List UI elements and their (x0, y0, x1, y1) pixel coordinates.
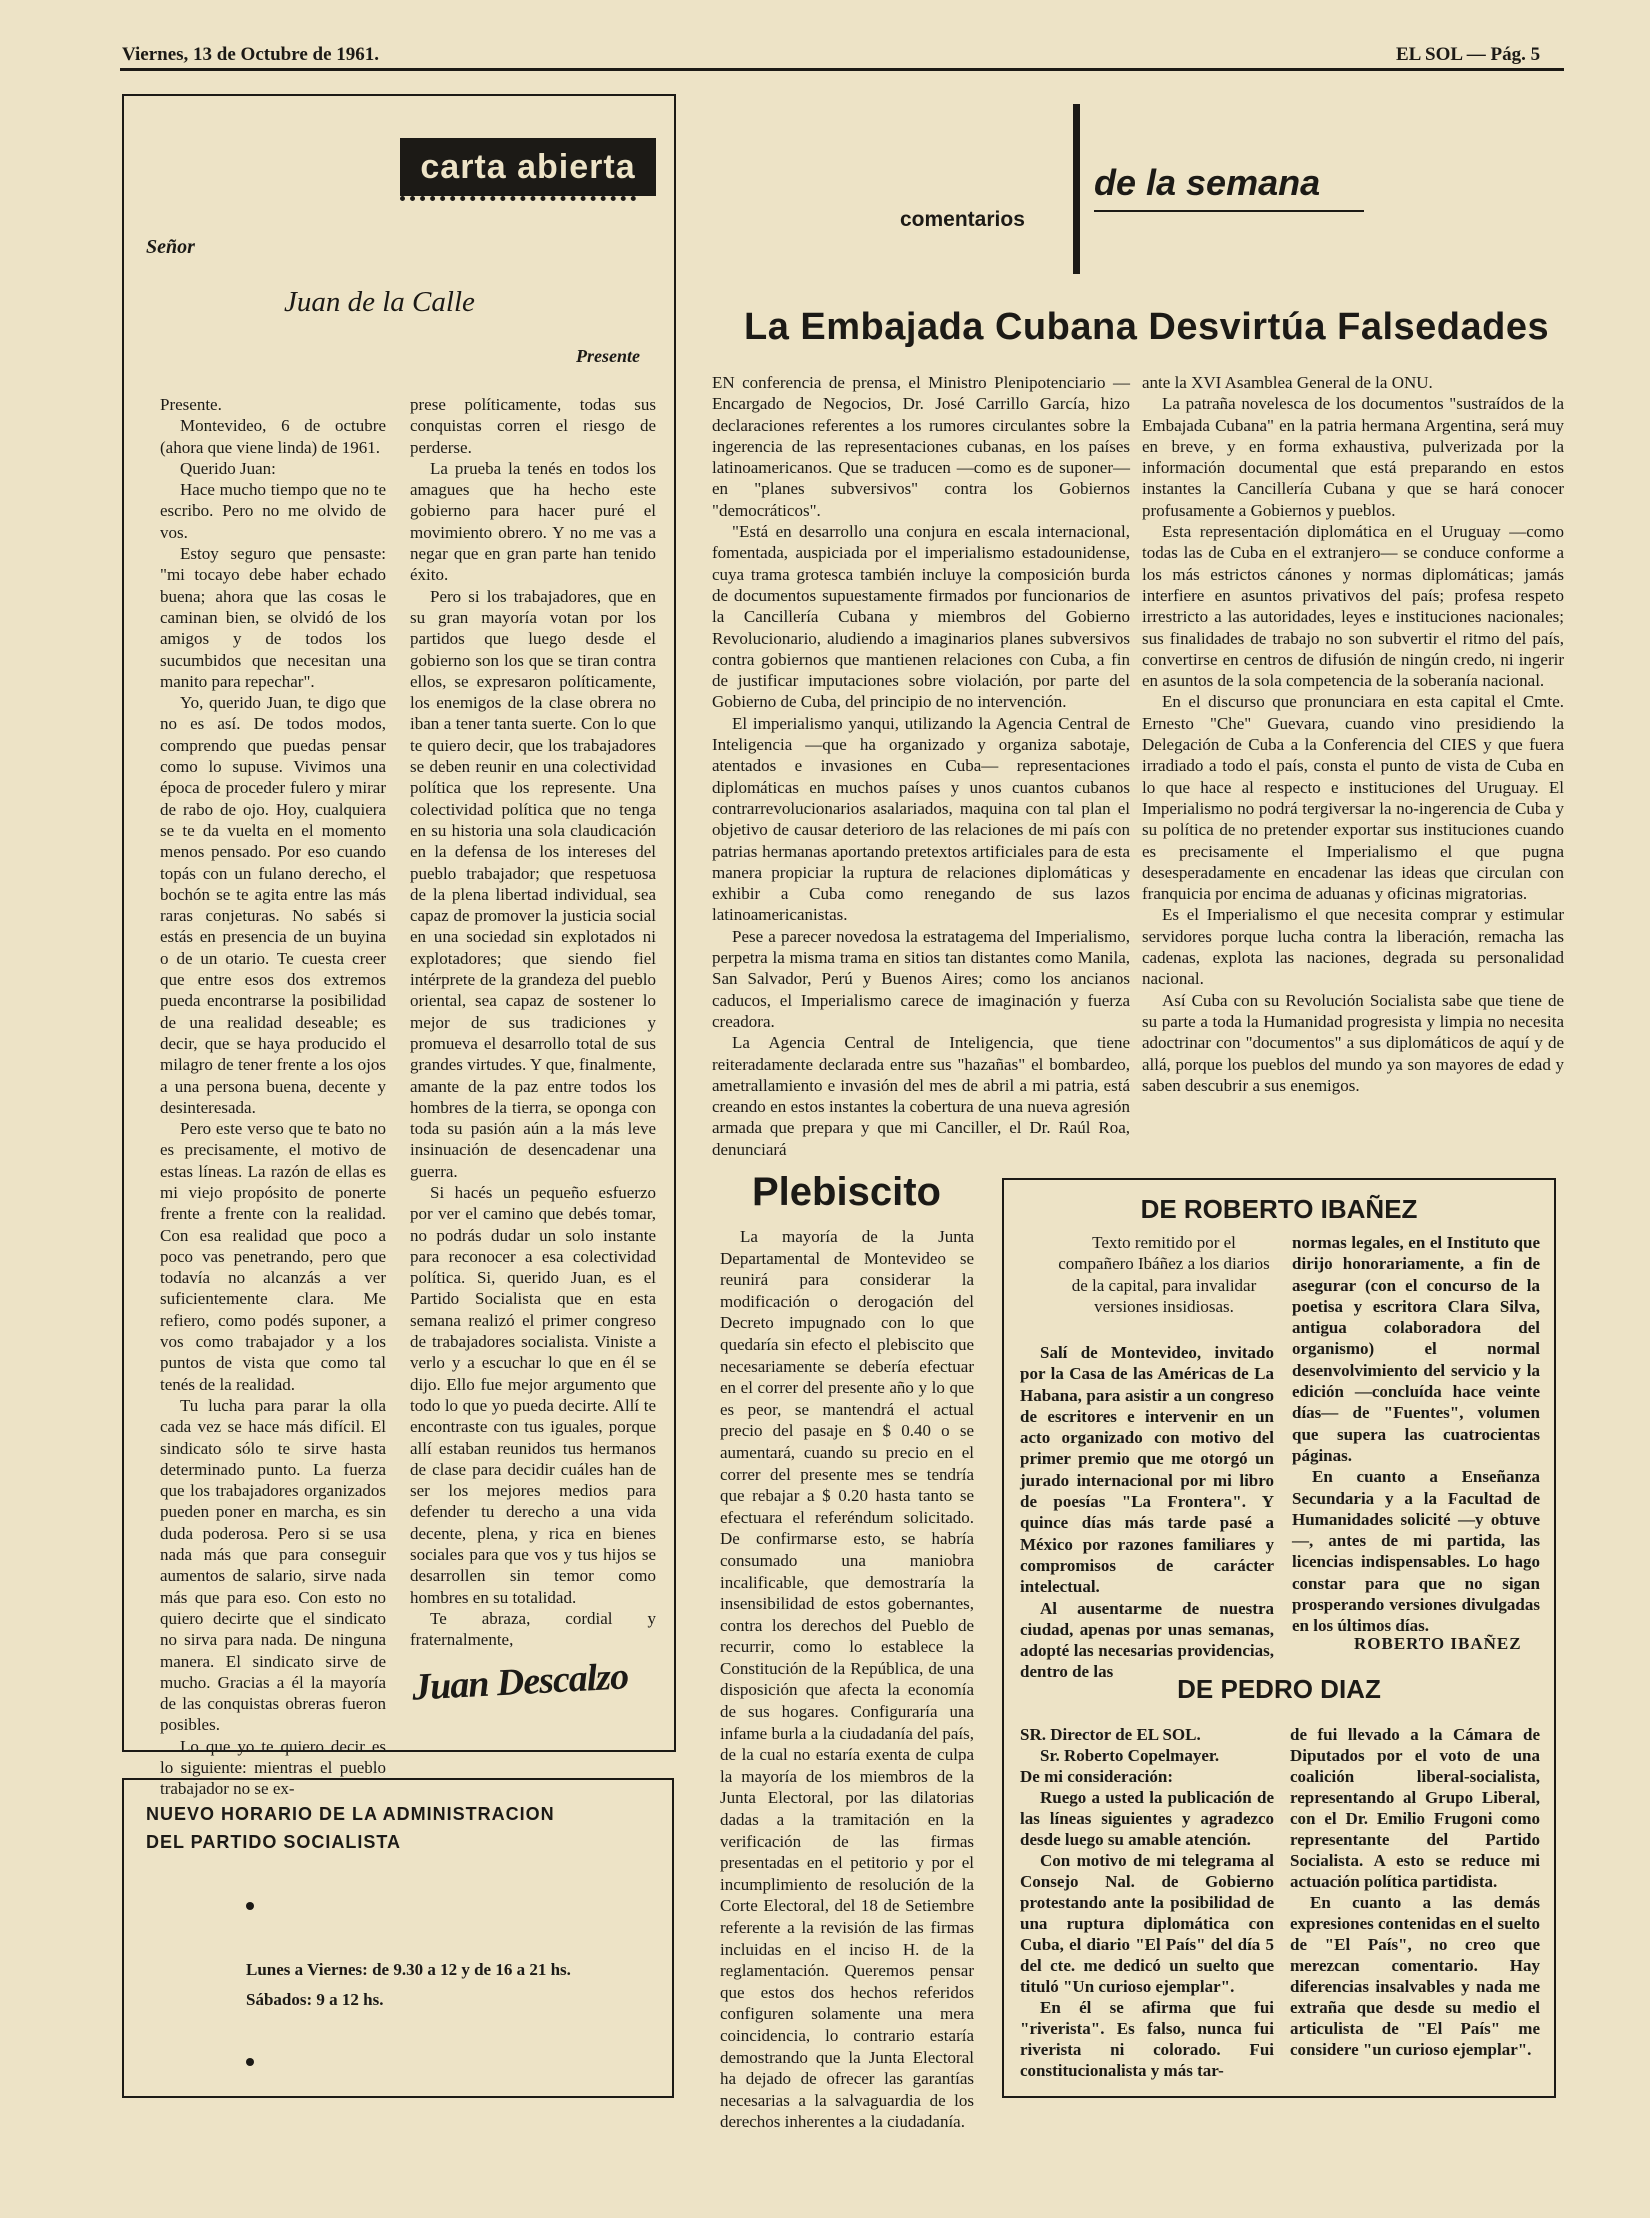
comentarios-swash (1094, 210, 1364, 212)
comentario-p: Pese a parecer novedosa la estratagema del Imperialismo, perpetra la misma trama en sitios tan distantes como Manila, San Salvador, Perú y Buenos Aires; como los ancianos caducos, el Imperialismo carece de imaginación y fuerza creadora. (712, 926, 1130, 1031)
carta-p: Hace mucho tiempo que no te escribo. Pero no me olvido de vos. (160, 480, 386, 542)
ibanez-p: normas legales, en el Instituto que dirijo honorariamente, a fin de asegurar (con el concurso de la poetisa y escritora Clara Silva, antigua colaboradora del organismo) el normal desenvolvimiento del servicio y la edición —concluída hace veinte días— de "Fuentes", volumen que supera las cuatrocientas páginas. (1292, 1233, 1540, 1465)
carta-abierta-badge: carta abierta (400, 138, 656, 196)
ibanez-p: En cuanto a Enseñanza Secundaria y a la Facultad de Humanidades solicité —y obtuve—, antes de mi partida, las licencias indispensables. Lo hago constar para que no sigan prosperando versiones divulgadas en los últimos días. (1292, 1467, 1540, 1636)
comentario-p: La Agencia Central de Inteligencia, que tiene reiteradamente declarada entre sus "hazañas" el bombardeo, ametrallamiento e invasión del mes de abril a mi patria, está creando en estos instantes la cobertura de una nueva agresión armada que prepara y que mi Canciller, el Dr. Raúl Roa, denunciará (712, 1033, 1130, 1159)
carta-p: Si hacés un pequeño esfuerzo por ver el camino que debés tomar, no podrás dudar un solo instante para reconocer a esa colectividad política. Si, querido Juan, es el Partido Socialista que en esta semana realizó el primer congreso de trabajadores socialista. Viniste a verlo y a escuchar lo que en él se dijo. Ello fue mejor argumento que todo lo que yo pueda decirte. Allí te encontraste con tus iguales, porque allí estaban reunidos tus hermanos de clase para decidir cuáles han de ser los mejores medios para defender tu derecho a una vida decente, plena, y rica en bienes sociales para que vos y tus hijos se desarrollen sin temor como hombres en su totalidad. (410, 1182, 656, 1607)
ibanez-intro-text: Texto remitido por el compañero Ibáñez a los diarios de la capital, para invalidar versiones insidiosas. (1058, 1233, 1270, 1316)
plebiscito-body (720, 1226, 974, 2133)
comentario-p: El imperialismo yanqui, utilizando la Agencia Central de Inteligencia —que ha organizado y organiza sabotaje, atentados e invasiones en Cuba— representaciones diplomáticas en muchos países y unos cuantos cubanos contrarrevolucionarios asalariados, maquina con tal plan el objetivo de causar deterioro de las relaciones de mi país con patrias hermanas aportando pretextos artificiales para de esta manera propiciar la ruptura de relaciones diplomáticas y exhibir a Cuba como renegando de sus lazos latinoamericanistas. (712, 713, 1130, 925)
ibanez-col-1 (1020, 1342, 1274, 1683)
ibanez-title: DE ROBERTO IBAÑEZ (1140, 1194, 1418, 1224)
diaz-col-1 (1020, 1724, 1274, 2081)
carta-p: Montevideo, 6 de octubre (ahora que viene linda) de 1961. (160, 416, 386, 457)
carta-p: La prueba la tenés en todos los amagues que ha hecho este gobierno para hacer puré el movimiento obrero. Y no me vas a negar que en gran parte han tenido éxito. (410, 458, 656, 585)
diaz-p: Ruego a usted la publicación de las líneas siguientes y agradezco desde luego su amable atención. (1020, 1788, 1274, 1849)
diaz-p: Con motivo de mi telegrama al Consejo Nal. de Gobierno protestando ante la posibilidad de una ruptura diplomática con Cuba, el diario "El País" del día 5 del cte. me dedicó un suelto que tituló "Un curioso ejemplar". (1020, 1851, 1274, 1996)
carta-left-column (160, 394, 386, 1800)
diaz-p: De mi consideración: (1020, 1767, 1173, 1786)
comentario-p: Esta representación diplomática en el Uruguay —como todas las de Cuba en el extranjero— se conduce conforme a los más estrictos cánones y normas diplomáticas; jamás interfiere en asuntos privativos del país; profesa respeto irrestricto a las autoridades, leyes e instituciones nacionales; sus finalidades de trabajo no son subvertir el ritmo del país, convertirse en centros de difusión de ningún credo, ni ingerir en asuntos de la sola competencia de la soberanía nacional. (1142, 522, 1564, 691)
carta-p: Yo, querido Juan, te digo que no es así. De todos modos, comprendo que puedas pensar como lo supuse. Vivimos una época de proceder fulero y mirar de rabo de ojo. Hoy, cualquiera se te da vuelta en el momento menos pensado. Por eso cuando topás con un fulano derecho, el bochón se te agita entre las más raras conjeturas. No sabés si estás en presencia de un buyina o de un otario. Te cuesta creer que entre esos dos extremos pueda encontrarse la posibilidad de una realidad deseable; es decir, que se haya producido el milagro de tener frente a los ojos a una persona buena, decente y desinteresada. (160, 693, 386, 1117)
comentario-p: ante la XVI Asamblea General de la ONU. (1142, 373, 1433, 392)
comentarios-label: comentarios (900, 208, 1025, 231)
horario-saturday: Sábados: 9 a 12 hs. (246, 1990, 384, 2009)
header-date: Viernes, 13 de Octubre de 1961. (122, 44, 380, 65)
diaz-p: Sr. Roberto Copelmayer. (1040, 1746, 1220, 1765)
carta-p: Presente. (160, 395, 222, 414)
comentario-p: Así Cuba con su Revolución Socialista sabe que tiene de su parte a toda la Humanidad progresista y limpia no necesita adoctrinar con "documentos" a sus diplomáticos de aquí y de allá, porque los pueblos del mundo ya son mayores de edad y saben descubrir a sus enemigos. (1142, 990, 1564, 1095)
carta-p: prese políticamente, todas sus conquistas corren el riesgo de perderse. (410, 395, 656, 457)
comentario-p: En el discurso que pronunciara en esta capital el Cmte. Ernesto "Che" Guevara, cuando vino presidiendo la Delegación de Cuba a la Conferencia del CIES y que fuera irradiado a todo el país, consta el punto de vista de Cuba en lo que hace al respecto e instituciones del Uruguay. El Imperialismo no podrá tergiversar la no-ingerencia de Cuba y su política de no pretender exportar sus instituciones cuando es precisamente el Imperialismo el que pugna desesperadamente en encadenar las ideas que circulan con franquicia por encima de aduanas y oficinas migratorias. (1142, 692, 1564, 904)
carta-p: Lo que yo te quiero decir es lo siguiente: mientras el pueblo trabajador no se ex- (160, 1736, 386, 1799)
diaz-col-2 (1290, 1724, 1540, 2060)
ibanez-sign: ROBERTO IBAÑEZ (1354, 1634, 1522, 1653)
comentarios-divider (1073, 104, 1080, 274)
carta-right-column (410, 394, 656, 1651)
comentario-p: EN conferencia de prensa, el Ministro Plenipotenciario —Encargado de Negocios, Dr. José Carrillo García, hizo declaraciones referentes a los rumores circulantes sobre la ingerencia de las representaciones cubanas, en los países latinoamericanos. Que se traducen —como es de suponer— en "planes subversivos" contra los Gobiernos "democráticos". (712, 373, 1130, 520)
carta-p: Estoy seguro que pensaste: "mi tocayo debe haber echado buena; ahora que las cosas le caminan bien, se olvidó de los amigos y de todos los sucumbidos que necesitan una manito para repechar". (160, 544, 386, 691)
presente-label: Presente (576, 346, 640, 366)
horario-box (122, 1778, 674, 2098)
header-rule (120, 68, 1564, 71)
badge-drips (400, 196, 636, 215)
comentarios-col-2 (1142, 372, 1564, 1096)
horario-weekdays: Lunes a Viernes: de 9.30 a 12 y de 16 a 21 hs. (246, 1960, 571, 1979)
comentarios-title: de la semana (1094, 162, 1321, 203)
carta-p: Querido Juan: (180, 458, 276, 478)
ibanez-intro (1058, 1232, 1270, 1317)
comentario-p: La patraña novelesca de los documentos "sustraídos de la Embajada Cubana" en la patria hermana Argentina, será muy en breve, y en forma exhaustiva, pulverizada por la información documental que está preparando en estos instantes la Cancillería Cubana y que se hará conocer profusamente a Gobiernos y pueblos. (1142, 394, 1564, 520)
ibanez-col-2 (1292, 1232, 1540, 1637)
comentario-p: "Está en desarrollo una conjura en escala internacional, fomentada, auspiciada por el imperialismo estadounidense, cuya trama grotesca también incluye la composición burda de documentos supuestamente firmados por funcionarios de la Cancillería Cubana y miembros del Gobierno Revolucionario, aludiendo a imaginarios planes subversivos contra gobiernos que mantienen relaciones con Cuba, a fin de justificar imputaciones sobre violación, por parte del Gobierno de Cuba, del principio de no intervención. (712, 522, 1130, 712)
carta-p: Pero este verso que te bato no es precisamente, el motivo de estas líneas. La razón de ellas es mi viejo propósito de ponerte frente a frente con la realidad. Con esa realidad que poco a poco vas penetrando, pero que todavía no alcanzás a ver suficientemente clara. Me refiero, como podés suponer, a vos como trabajador y a los puntos de vista que como tal tenés de la realidad. (160, 1119, 386, 1394)
comentario-p: Es el Imperialismo el que necesita comprar y estimular servidores porque lucha contra la liberación, remacha las cadenas, explota las naciones, degrada su personalidad nacional. (1142, 905, 1564, 989)
signature: Juan Descalzo (411, 1655, 630, 1709)
bullet-dot (246, 1902, 254, 1910)
ibanez-p: Salí de Montevideo, invitado por la Casa de las Américas de La Habana, para asistir a un congreso de escritores e intervenir en un acto organizado con motivo del primer premio que me otorgó un jurado internacional por mi libro de poesías "La Frontera". Y quince días más tarde pasé a México por razones familiares y compromisos de carácter intelectual. (1020, 1343, 1274, 1597)
carta-p: Pero si los trabajadores, que en su gran mayoría votan por los partidos que luego desde el gobierno son los que se tiran contra ellos, se expresaron políticamente, los enemigos de la clase obrera no iban a tener tanta suerte. Con lo que te quiero decir, que los trabajadores se deben reunir en una colectividad política que los represente. Una colectividad política que no tenga en su historia una sola claudicación en la defensa de los intereses del pueblo trabajador; que respetuosa de la plena libertad individual, sea capaz de promover la justicia social en una sociedad sin explotados ni explotadores; que siendo fiel intérprete de la grandeza del pueblo oriental, sea capaz de sostener lo mejor de sus tradiciones y promueva el desarrollo total de sus grandes virtudes. Y que, finalmente, amante de la paz entre todos los hombres de la tierra, se oponga con toda su pasión aún a la más leve insinuación de desencadenar una guerra. (410, 586, 656, 1181)
addressee: Juan de la Calle (284, 286, 475, 318)
diaz-p: SR. Director de EL SOL. (1020, 1725, 1201, 1744)
diaz-title: DE PEDRO DIAZ (1177, 1674, 1381, 1704)
horario-title-1: NUEVO HORARIO DE LA ADMINISTRACION (146, 1804, 555, 1824)
plebiscito-title: Plebiscito (752, 1170, 941, 1214)
diaz-p: de fui llevado a la Cámara de Diputados por el voto de una coalición liberal-socialista, representando al Grupo Liberal, con el Dr. Emilio Frugoni como representante del Partido Socialista. A esto se reduce mi actuación política partidista. (1290, 1725, 1540, 1891)
diaz-p: En él se afirma que fui "riverista". Es falso, nunca fui riverista ni colorado. Fui constitucionalista y más tar- (1020, 1998, 1274, 2080)
carta-p: Tu lucha para parar la olla cada vez se hace más difícil. El sindicato sólo te sirve hasta determinado punto. La fuerza que los trabajadores organizados pueden poner en marcha, es sin duda poderosa. Pero si se usa nada más que para conseguir aumentos de salario, sirve nada más que para eso. Con esto no quiero decirte que el sindicato no sirva para nada. De ninguna manera. El sindicato sirve de mucho. Gracias a él la mayoría de las conquistas obreras fueron posibles. (160, 1395, 386, 1735)
header-paper: EL SOL — Pág. 5 (1396, 44, 1541, 65)
comentarios-col-1 (712, 372, 1130, 1160)
salutation: Señor (146, 236, 195, 258)
ibanez-p: Al ausentarme de nuestra ciudad, apenas por unas semanas, adopté las necesarias providencias, dentro de las (1020, 1598, 1274, 1682)
bullet-dot (246, 2058, 254, 2066)
diaz-p: En cuanto a las demás expresiones contenidas en el suelto de "El País", no creo que merezcan comentario. Hay diferencias insalvables y nada me extraña que desde su medio el articulista de "El País" me considere "un curioso ejemplar". (1290, 1893, 1540, 2059)
carta-p: Te abraza, cordial y fraternalmente, (410, 1608, 656, 1650)
plebiscito-p: La mayoría de la Junta Departamental de Montevideo se reunirá para considerar la modificación o derogación del Decreto impugnado con lo que quedaría sin efecto el plebiscito que necesariamente se debería efectuar en el correr del presente año y lo que es peor, se mantendrá el actual precio del pasaje en $ 0.40 o se aumentará, cuando su precio en el correr del presente mes se tendría que rebajar a $ 0.20 hasta tanto se efectuara el referéndum solicitado. De confirmarse esto, se habría consumado una maniobra incalificable, que demostraría la insensibilidad de estos gobernantes, contra los derechos del Pueblo de recurrir, como lo establece la Constitución de la República, de una disposición que afecta la economía de sus hogares. Configuraría una infame burla a la ciudadanía del país, de la cual no estaría exenta de culpa la mayoría de los miembros de la Junta Electoral, por las dilatorias dadas a la tramitación en la verificación de las firmas presentadas en el petitorio y por el incumplimiento de resolución de la Corte Electoral, del 18 de Setiembre referente a la revisión de las firmas incluidas en el inciso H. de la reglamentación. Queremos pensar que estos dos hechos referidos configuren solamente una mera coincidencia, lo contrario estaría demostrando que la Junta Electoral ha dejado de ofrecer las garantías necesarias a la salvaguardia de los derechos inherentes a la ciudadanía. (720, 1227, 974, 2132)
headline: La Embajada Cubana Desvirtúa Falsedades (744, 306, 1550, 348)
horario-title-2: DEL PARTIDO SOCIALISTA (146, 1832, 402, 1852)
